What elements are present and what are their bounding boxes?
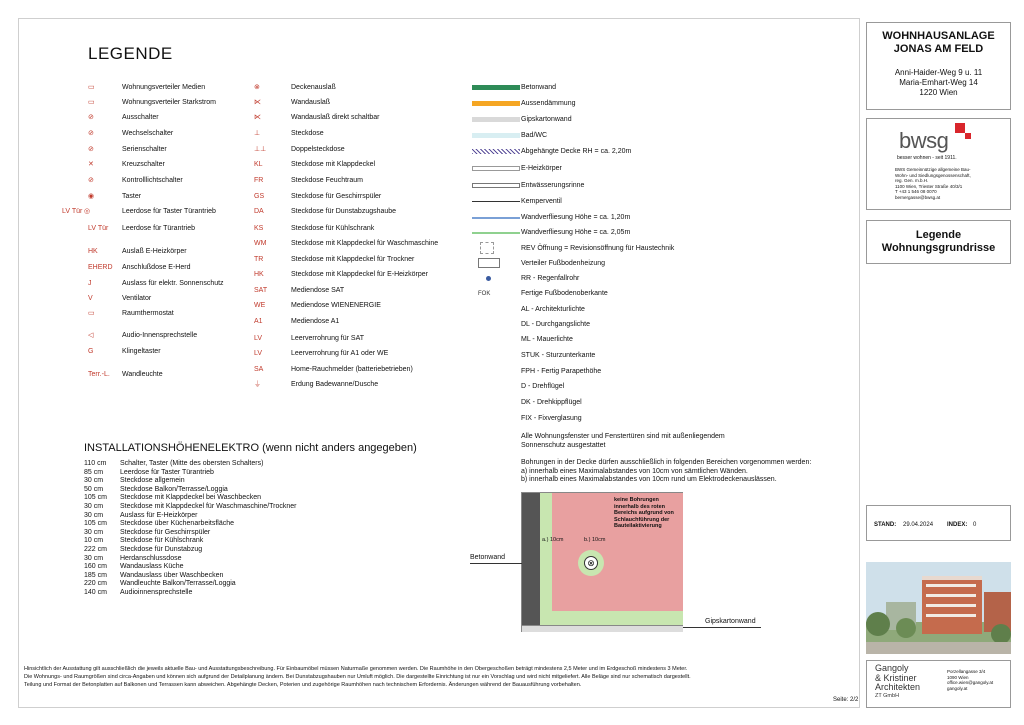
- legend-item-label: FPH - Fertig Parapethöhe: [521, 368, 602, 375]
- legend-item-label: Steckdose: [291, 130, 324, 137]
- install-height-value: 85 cm: [84, 468, 104, 476]
- pilot-light-switch-icon: ⊘: [88, 177, 94, 184]
- dishwasher-socket-icon: GS: [254, 193, 265, 200]
- floor-heating-distributor-icon: [478, 258, 500, 268]
- legend-item-label: Leerdose für Türantrieb: [122, 225, 196, 232]
- dim-a-label: a.) 10cm: [542, 537, 564, 543]
- legend-item-label: Wandauslaß direkt schaltbar: [291, 114, 380, 121]
- windows-note: Alle Wohnungsfenster und Fenstertüren sind mit außenliegendem Sonnenschutz ausgestattet: [521, 433, 725, 449]
- install-height-value: 30 cm: [84, 528, 104, 536]
- legend-item-label: Steckdose mit Klappdeckel: [291, 161, 376, 168]
- architect-info: Porzellangasse 3/4 1090 Wien office.wien@gangoly.at gangoly.at: [947, 669, 994, 691]
- a1-box-icon: A1: [254, 318, 263, 325]
- legend-item-label: Mediendose SAT: [291, 287, 345, 294]
- revision-opening-icon: [480, 242, 494, 254]
- legend-item-label: Wechselschalter: [122, 130, 174, 137]
- thermostat-icon: ▭: [88, 310, 95, 317]
- legend-item-label: DL - Durchgangslichte: [521, 321, 590, 328]
- legend-item-label: Steckdose für Kühlschrank: [291, 225, 375, 232]
- install-height-value: 30 cm: [84, 477, 104, 485]
- index-value: 0: [973, 522, 977, 528]
- legend-item-label: DK - Drehkippflügel: [521, 399, 582, 406]
- legend-item-label: Auslass für elektr. Sonnenschutz: [122, 280, 224, 287]
- legend-item-label: ML - Mauerlichte: [521, 336, 573, 343]
- install-height-row: [84, 512, 197, 520]
- revision-block: [866, 505, 1011, 541]
- legend-item-label: Kontrolllichtschalter: [122, 177, 183, 184]
- restricted-note: keine Bohrungen innerhalb des roten Bereichs aufgrund von Schlauchführung der Bauteilaktivierung: [614, 497, 674, 529]
- hatch-swatch: [472, 149, 520, 154]
- legend-item-label: Kemperventil: [521, 198, 562, 205]
- push-button-icon: ◉: [88, 193, 95, 200]
- legend-item-label: Wandleuchte: [122, 371, 163, 378]
- ceiling-outlet-icon: ⊗: [254, 84, 260, 91]
- legend-item-label: Entwässerungsrinne: [521, 182, 585, 189]
- legend-item-label: Steckdose mit Klappdeckel für Waschmaschine: [291, 240, 439, 247]
- install-height-value: 105 cm: [84, 520, 107, 528]
- legend-item-label: Raumthermostat: [122, 310, 174, 317]
- drill-note-line: Bohrungen in der Decke dürfen ausschließlich in folgenden Bereichen vorgenommen werden:: [521, 459, 812, 466]
- legend-item-label: Klingeltaster: [122, 348, 161, 355]
- project-name-line: WOHNHAUSANLAGE: [882, 30, 995, 42]
- door-drive-box-icon: LV Tür: [88, 225, 109, 232]
- legend-item-label: E-Heizkörper: [521, 165, 562, 172]
- wienenergie-box-icon: WE: [254, 302, 266, 309]
- sheet-title-block: [866, 220, 1011, 264]
- install-height-row: [84, 520, 234, 528]
- bwsg-info: BWS Gemeinnützige allgemeine Bau- Wohn- und Siedlungsgenossenschaft, reg. Gen. m.b.H. 1100 Wien, Triester Straße 40/3/1 T +43 1 546 08 0070 bernergasse@bwsg.at: [895, 167, 971, 200]
- install-height-value: 30 cm: [84, 503, 104, 510]
- stand-date: 29.04.2024: [903, 522, 934, 528]
- bwsg-logo-mark: [965, 133, 971, 139]
- sunshade-outlet-icon: J: [88, 280, 92, 287]
- legend-item-label: Erdung Badewanne/Dusche: [291, 381, 379, 388]
- wet-socket-icon: FR: [254, 177, 264, 184]
- legend-item-label: Wohnungsverteiler Medien: [122, 84, 206, 91]
- install-height-row: [84, 563, 184, 571]
- install-height-value: 220 cm: [84, 580, 107, 588]
- building-rendering: [866, 562, 1011, 654]
- line-swatch: [472, 232, 520, 234]
- drill-note-line: b) innerhalb eines Maximalabstandes von 10cm rund um Elektrodeckenauslässen.: [521, 476, 777, 483]
- material-swatch: [472, 101, 520, 106]
- drill-note: [521, 459, 851, 485]
- legend-heading: LEGENDE: [88, 44, 173, 63]
- install-height-value: 110 cm: [84, 460, 107, 467]
- address-line: 1220 Wien: [919, 88, 958, 97]
- legend-item-label: Taster: [122, 193, 142, 200]
- bwsg-logo-mark: [955, 123, 965, 133]
- legend-item-label: Wandverfliesung Höhe = ca. 1,20m: [521, 214, 631, 221]
- power-distributor-icon: ▭: [88, 99, 95, 106]
- switched-wall-outlet-icon: ⋉: [254, 114, 261, 121]
- address-line: Maria-Emhart-Weg 14: [899, 78, 978, 87]
- legend-item-label: Aussendämmung: [521, 100, 576, 107]
- install-height-text: Steckdose mit Klappdeckel für Waschmaschine/Trockner: [120, 503, 297, 510]
- install-heights-title: INSTALLATIONSHÖHENELEKTRO (wenn nicht anders angegeben): [84, 442, 417, 454]
- legend-item-label: Deckenauslaß: [291, 84, 336, 91]
- series-switch-icon: ⊘: [88, 146, 94, 153]
- downpipe-icon: [486, 276, 491, 281]
- legend-item-label: Doppelsteckdose: [291, 146, 345, 153]
- cross-switch-icon: ✕: [88, 161, 94, 168]
- media-distributor-icon: ▭: [88, 84, 95, 91]
- install-height-text: Wandauslass über Waschbecken: [120, 571, 224, 579]
- address-line: Anni-Haider-Weg 9 u. 11: [894, 68, 983, 77]
- legend-item-label: Mediendose A1: [291, 318, 340, 325]
- install-height-value: 10 cm: [84, 537, 104, 545]
- legend-item-label: Steckdose für Dunstabzugshaube: [291, 208, 397, 215]
- intercom-icon: ◁: [88, 332, 94, 339]
- install-height-row: [84, 555, 181, 563]
- index-label: INDEX:: [947, 522, 968, 528]
- hood-socket-icon: DA: [254, 208, 264, 215]
- stand-label: STAND:: [874, 522, 897, 528]
- socket-icon: ⊥: [254, 130, 261, 137]
- drill-note-line: a) innerhalb eines Maximalabstandes von 10cm von sämtlichen Wänden.: [521, 467, 748, 475]
- install-height-text: Auslass für E-Heizkörper: [120, 511, 198, 519]
- heater-socket-icon: HK: [254, 271, 264, 278]
- client-block: [866, 118, 1011, 210]
- install-height-row: [84, 503, 297, 511]
- outline-swatch: [472, 166, 520, 171]
- install-height-text: Wandleuchte Balkon/Terrasse/Loggia: [120, 580, 236, 588]
- dim-b-label: b.) 10cm: [584, 537, 606, 543]
- install-height-text: Steckdose für Geschirrspüler: [120, 528, 211, 536]
- install-height-row: [84, 494, 261, 502]
- install-height-row: [84, 546, 202, 554]
- install-height-value: 185 cm: [84, 571, 107, 579]
- install-height-text: Steckdose allgemein: [120, 477, 185, 485]
- install-height-value: 160 cm: [84, 563, 107, 571]
- socket-lid-icon: KL: [254, 161, 263, 168]
- legend-item-label: AL - Architekturlichte: [521, 306, 585, 313]
- sat-box-icon: SAT: [254, 287, 268, 294]
- install-height-value: 30 cm: [84, 511, 104, 519]
- legend-item-label: Gipskartonwand: [521, 116, 572, 123]
- legend-item-label: Steckdose mit Klappdeckel für Trockner: [291, 256, 415, 263]
- floor-level-icon: FOK: [478, 291, 491, 297]
- stove-box-icon: EHERD: [88, 264, 113, 271]
- ceiling-outlet-icon: ⊗: [584, 556, 598, 570]
- fan-icon: V: [88, 295, 93, 302]
- legend-item-label: Wandverfliesung Höhe = ca. 2,05m: [521, 229, 631, 236]
- legend-item-label: Leerverrohrung für A1 oder WE: [291, 350, 389, 357]
- install-height-text: Steckdose Balkon/Terrasse/Loggia: [120, 485, 228, 493]
- bwsg-logo: bwsg: [899, 128, 949, 153]
- drilling-diagram: [521, 492, 683, 632]
- install-height-row: [84, 529, 210, 537]
- heater-outlet-icon: HK: [88, 248, 98, 255]
- two-way-switch-icon: ⊘: [88, 130, 94, 137]
- a1-conduit-icon: LV: [254, 350, 263, 357]
- door-drive-button-icon: ◎: [84, 208, 91, 215]
- install-height-value: 50 cm: [84, 485, 104, 493]
- footer-line: Teilung und Format der Betonplatten auf Balkonen und Terrassen kann abweichen. Abgehängte Decken, Poterien und zugehörige Raumhöhen nach technischem Erfordernis. Änderungen während der Bauausführung vorbehalten.: [24, 682, 582, 688]
- install-height-text: Schalter, Taster (Mitte des obersten Schalters): [120, 460, 264, 467]
- architect-logo: Gangoly & Kristiner Architekten ZT GmbH: [875, 663, 921, 699]
- install-height-text: Steckdose über Küchenarbeitsfläche: [120, 520, 235, 528]
- project-block: [866, 22, 1011, 110]
- sheet-title-line: Legende: [915, 229, 962, 241]
- legend-item-label: RR - Regenfallrohr: [521, 275, 580, 282]
- outline-swatch: [472, 183, 520, 188]
- install-height-text: Audioinnensprechstelle: [120, 589, 193, 596]
- footer-line: Die Wohnungs- und Raumgrößen sind circa-Angaben und können sich aufgrund der Detailplanung ändern. Bei Dunstabzugshauben nur Umluft möglich. Die dargestellte Einrichtung ist nur ein Vorschlag und wird nicht mitgeliefert. Alle Beläge sind nur schematisch dargestellt.: [24, 674, 691, 680]
- legend-item-label: Steckdose mit Klappdeckel für E-Heizkörper: [291, 271, 428, 278]
- legend-item-label: Wandauslaß: [291, 99, 331, 106]
- material-swatch: [472, 85, 520, 90]
- install-height-row: [84, 477, 185, 485]
- install-height-row: [84, 572, 223, 580]
- door-drive-prefix: LV Tür: [62, 208, 83, 215]
- legend-item-label: Leerverrohrung für SAT: [291, 335, 365, 342]
- sat-conduit-icon: LV: [254, 335, 263, 342]
- dryer-socket-icon: TR: [254, 256, 264, 263]
- install-height-row: [84, 537, 203, 545]
- sheet-title-line: Wohnungsgrundrisse: [881, 242, 996, 254]
- install-height-value: 105 cm: [84, 494, 107, 502]
- install-height-value: 140 cm: [84, 589, 107, 596]
- legend-item-label: Fertige Fußbodenoberkante: [521, 290, 608, 297]
- legend-item-label: Steckdose Feuchtraum: [291, 177, 363, 184]
- legend-item-label: D - Drehflügel: [521, 383, 565, 390]
- bell-button-icon: G: [88, 348, 94, 355]
- install-height-value: 222 cm: [84, 546, 107, 553]
- legend-item-label: Mediendose WIENENERGIE: [291, 302, 381, 309]
- legend-item-label: FIX - Fixverglasung: [521, 415, 582, 422]
- legend-item-label: Ausschalter: [122, 114, 159, 121]
- wall-outlet-icon: ⋉: [254, 99, 261, 106]
- ground-icon: ⏚: [254, 381, 261, 388]
- legend-item-label: Serienschalter: [122, 146, 167, 153]
- switch-icon: ⊘: [88, 114, 94, 121]
- legend-item-label: Kreuzschalter: [122, 161, 165, 168]
- valve-icon: [472, 201, 520, 202]
- smoke-detector-icon: SA: [254, 366, 264, 373]
- install-height-row: [84, 580, 236, 588]
- material-swatch: [472, 117, 520, 122]
- install-height-row: [84, 589, 192, 597]
- install-height-row: [84, 460, 263, 468]
- drywall-leader-line: [683, 627, 761, 628]
- legend-item-label: Auslaß E-Heizkörper: [122, 248, 187, 255]
- legend-item-label: Home-Rauchmelder (batteriebetrieben): [291, 366, 413, 373]
- double-socket-icon: ⊥⊥: [254, 146, 267, 153]
- concrete-wall-label: Betonwand: [470, 554, 506, 561]
- bwsg-slogan: besser wohnen - seit 1911.: [897, 155, 957, 161]
- legend-item-label: Betonwand: [521, 84, 557, 91]
- install-height-row: [84, 469, 214, 477]
- install-height-text: Steckdose für Kühlschrank: [120, 537, 204, 545]
- legend-item-label: REV Öffnung = Revisionsöffnung für Haustechnik: [521, 245, 675, 252]
- legend-item-label: Anschlußdose E-Herd: [122, 264, 191, 271]
- line-swatch: [472, 217, 520, 219]
- fridge-socket-icon: KS: [254, 225, 264, 232]
- legend-item-label: Wohnungsverteiler Starkstrom: [122, 99, 217, 106]
- install-height-text: Steckdose mit Klappdeckel bei Waschbecken: [120, 494, 261, 502]
- install-height-text: Wandauslass Küche: [120, 563, 184, 571]
- legend-item-label: Steckdose für Geschirrspüler: [291, 193, 382, 200]
- install-height-text: Leerdose für Taster Türantrieb: [120, 468, 214, 476]
- legend-item-label: Leerdose für Taster Türantrieb: [122, 208, 216, 215]
- install-height-value: 30 cm: [84, 554, 104, 562]
- install-height-text: Herdanschlussdose: [120, 554, 182, 562]
- washer-socket-icon: WM: [254, 240, 267, 247]
- legend-item-label: Audio-Innensprechstelle: [122, 332, 198, 339]
- legend-item-label: Abgehängte Decke RH = ca. 2,20m: [521, 148, 632, 155]
- concrete-leader-line: [470, 563, 522, 564]
- material-swatch: [472, 133, 520, 138]
- legend-item-label: Bad/WC: [521, 132, 548, 139]
- concrete-wall: [522, 493, 540, 625]
- project-name-line: JONAS AM FELD: [893, 43, 984, 55]
- install-height-text: Steckdose für Dunstabzug: [120, 546, 203, 553]
- footer-line: Hinsichtlich der Ausstattung gilt ausschließlich die jeweils aktuelle Bau- und Ausstattungsbeschreibung. Für Einbaumöbel müssen Naturmaße genommen werden. Die Raumhöhe in den Obergeschoßen beträgt mindestens 2,5 Meter und im Erdgeschoß mindestens 3 Meter.: [24, 666, 688, 672]
- legend-item-label: Ventilator: [122, 295, 152, 302]
- legend-item-label: STUK - Sturzunterkante: [521, 352, 596, 359]
- page-number: Seite: 2/2: [833, 697, 859, 703]
- install-height-row: [84, 486, 228, 494]
- wall-lamp-icon: Terr.-L.: [88, 371, 110, 378]
- drywall: [522, 625, 683, 632]
- legend-item-label: Verteiler Fußbodenheizung: [521, 260, 606, 267]
- drywall-label: Gipskartonwand: [705, 618, 756, 625]
- architect-block: [866, 660, 1011, 708]
